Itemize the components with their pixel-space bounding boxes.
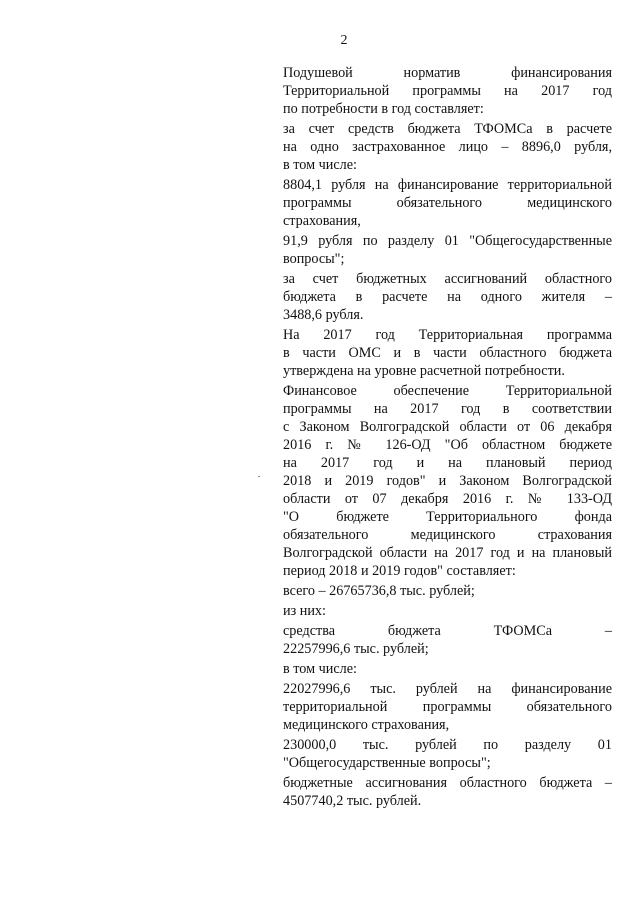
paragraph-p4 [283, 232, 612, 268]
paragraph-p8 [283, 582, 612, 600]
text-line: области от 07 декабря 2016 г. № 133-ОД [283, 491, 612, 507]
paragraph-p2 [283, 120, 612, 174]
text-line: "О бюджете Территориального фонда [283, 509, 612, 525]
text-line: "Общегосударственные вопросы"; [283, 755, 491, 771]
text-line: На 2017 год Территориальная программа [283, 327, 612, 343]
text-line: с Законом Волгоградской области от 06 декабря [283, 419, 612, 435]
text-line: 22257996,6 тыс. рублей; [283, 641, 429, 657]
text-line: утверждена на уровне расчетной потребности. [283, 363, 565, 379]
text-line: в части ОМС и в части областного бюджета [283, 345, 612, 361]
text-line: 2016 г. № 126-ОД "Об областном бюджете [283, 437, 612, 453]
text-line: по потребности в год составляет: [283, 101, 484, 117]
text-line: период 2018 и 2019 годов" составляет: [283, 563, 516, 579]
text-line: программы на 2017 год в соответствии [283, 401, 612, 417]
text-line: Территориальной программы на 2017 год [283, 83, 612, 99]
text-line: Подушевой норматив финансирования [283, 65, 612, 81]
text-line: бюджетные ассигнования областного бюджета – [283, 775, 612, 791]
text-line: за счет средств бюджета ТФОМСа в расчете [283, 121, 612, 137]
text-line: 4507740,2 тыс. рублей. [283, 793, 422, 809]
text-line: территориальной программы обязательного [283, 699, 612, 715]
text-line: 2018 и 2019 годов" и Законом Волгоградской [283, 473, 612, 489]
text-line: 8804,1 рубля на финансирование территориальной [283, 177, 612, 193]
paragraph-p6 [283, 326, 612, 380]
text-line: бюджета в расчете на одного жителя – [283, 289, 612, 305]
text-line: на одно застрахованное лицо – 8896,0 рубля, [283, 139, 612, 155]
text-line: за счет бюджетных ассигнований областного [283, 271, 612, 287]
text-line: 230000,0 тыс. рублей по разделу 01 [283, 737, 612, 753]
page-number: 2 [340, 33, 348, 48]
text-line: на 2017 год и на плановый период [283, 455, 612, 471]
text-line: из них: [283, 603, 326, 619]
paragraph-p5 [283, 270, 612, 324]
paragraph-p9 [283, 602, 612, 620]
text-line: 22027996,6 тыс. рублей на финансирование [283, 681, 612, 697]
text-line: в том числе: [283, 661, 357, 677]
text-line: обязательного медицинского страхования [283, 527, 612, 543]
text-line: 91,9 рубля по разделу 01 "Общегосударственные [283, 233, 612, 249]
paragraph-p11 [283, 660, 612, 678]
text-line: вопросы"; [283, 251, 345, 267]
paragraph-p14 [283, 774, 612, 810]
text-line: медицинского страхования, [283, 717, 450, 733]
paragraph-p3 [283, 176, 612, 230]
document-text-column [283, 64, 612, 812]
paragraph-p10 [283, 622, 612, 658]
paragraph-p12 [283, 680, 612, 734]
text-line: Финансовое обеспечение Территориальной [283, 383, 612, 399]
text-line: Волгоградской области на 2017 год и на плановый [283, 545, 612, 561]
text-line: в том числе: [283, 157, 357, 173]
paragraph-p13 [283, 736, 612, 772]
text-line: страхования, [283, 213, 361, 229]
text-line: средства бюджета ТФОМСа – [283, 623, 612, 639]
text-line: программы обязательного медицинского [283, 195, 612, 211]
text-line: 3488,6 рубля. [283, 307, 364, 323]
text-line: всего – 26765736,8 тыс. рублей; [283, 583, 475, 599]
scan-speck [258, 476, 260, 477]
paragraph-p1 [283, 64, 612, 118]
paragraph-p7 [283, 382, 612, 580]
